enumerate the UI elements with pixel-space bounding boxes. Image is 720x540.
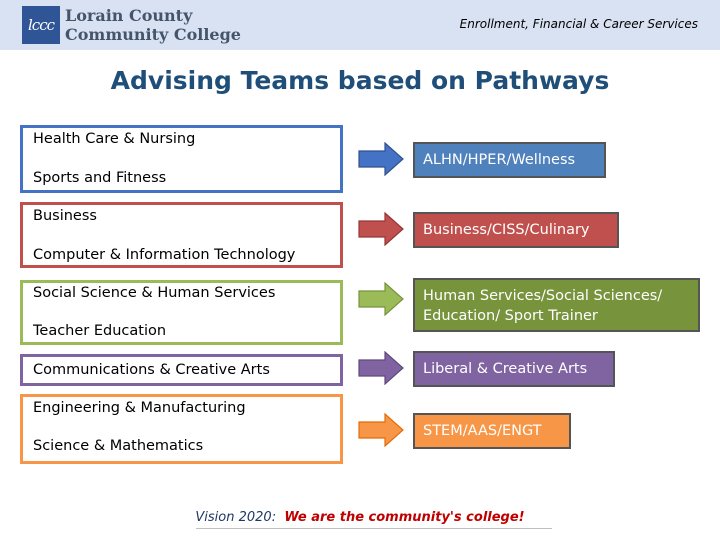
team-box-human-services: Human Services/Social Sciences/ Education/ Sport Trainer xyxy=(413,278,700,332)
department-name: Enrollment, Financial & Career Services xyxy=(459,17,698,31)
footer-vision xyxy=(0,510,720,525)
arrow-right-icon xyxy=(358,413,404,447)
pathway-group-engineering xyxy=(20,394,343,464)
footer-divider xyxy=(196,528,552,529)
logo-text-line2: Community College xyxy=(65,25,241,44)
footer-tagline: We are the community's college! xyxy=(284,510,525,525)
page-title: Advising Teams based on Pathways xyxy=(110,66,610,95)
program-label: Social Science & Human Services xyxy=(33,285,276,301)
program-label: Engineering & Manufacturing xyxy=(33,400,246,416)
arrow-right-icon xyxy=(358,212,404,246)
program-label: Health Care & Nursing xyxy=(33,131,196,147)
arrow-right-icon xyxy=(358,282,404,316)
program-label: Sports and Fitness xyxy=(33,170,167,186)
program-label: Computer & Information Technology xyxy=(33,247,296,263)
team-box-stem: STEM/AAS/ENGT xyxy=(413,413,571,449)
pathway-group-business xyxy=(20,202,343,268)
logo-text-line1: Lorain County xyxy=(65,6,193,25)
header-bar xyxy=(0,0,720,50)
pathway-group-communications xyxy=(20,354,343,386)
college-logo xyxy=(22,6,241,46)
program-label: Business xyxy=(33,208,97,224)
footer-lead: Vision 2020: xyxy=(195,510,277,525)
pathway-group-health xyxy=(20,125,343,193)
team-box-alhn: ALHN/HPER/Wellness xyxy=(413,142,606,178)
arrow-right-icon xyxy=(358,142,404,176)
pathway-group-social-science xyxy=(20,280,343,345)
team-box-business: Business/CISS/Culinary xyxy=(413,212,619,248)
lccc-logo-icon: lccc xyxy=(22,6,60,44)
team-box-liberal-arts: Liberal & Creative Arts xyxy=(413,351,615,387)
program-label: Science & Mathematics xyxy=(33,438,204,454)
program-label: Teacher Education xyxy=(33,323,167,339)
program-label: Communications & Creative Arts xyxy=(33,362,270,378)
arrow-right-icon xyxy=(358,351,404,385)
